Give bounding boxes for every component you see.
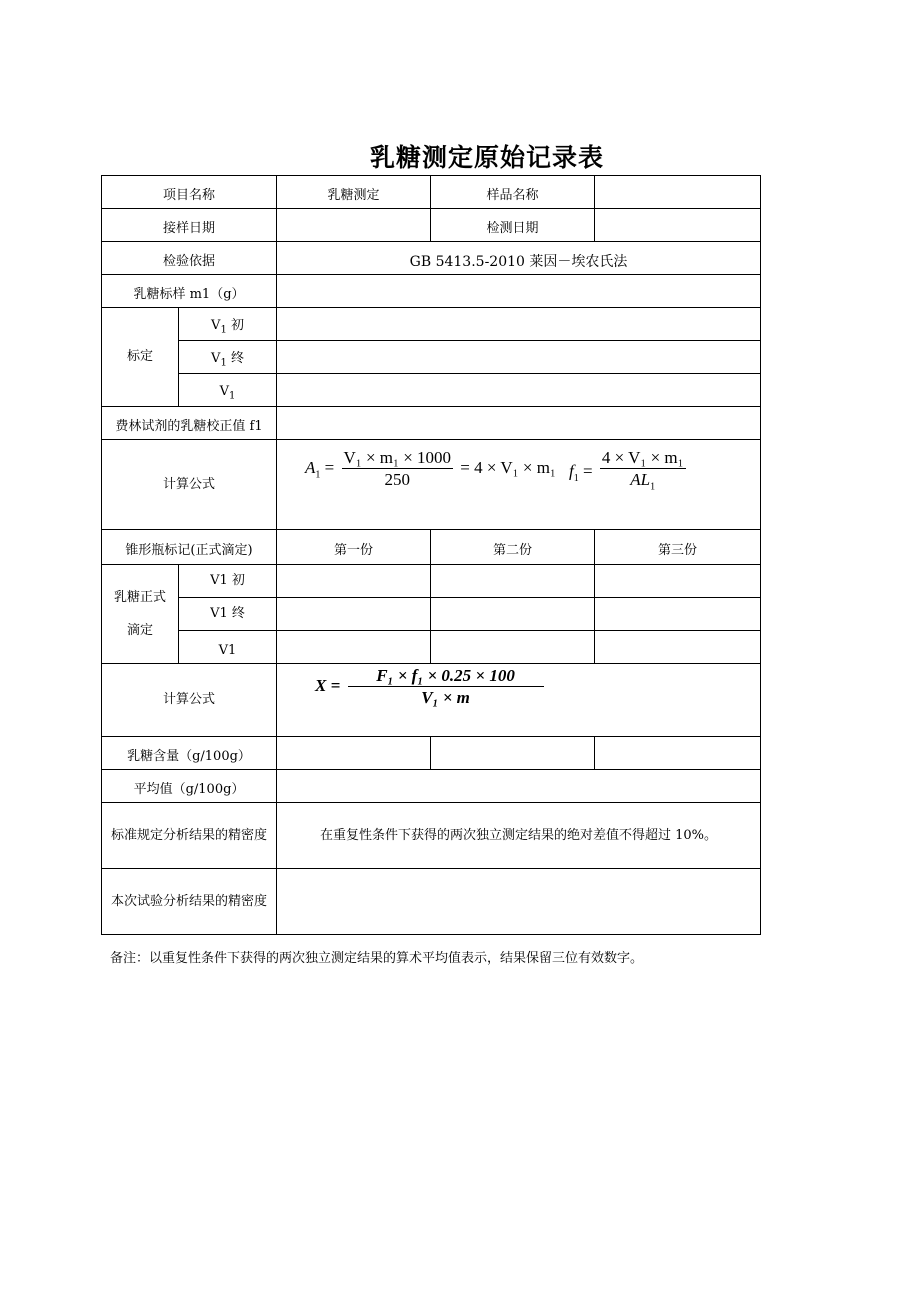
formal-v1-initial-3[interactable]	[595, 565, 761, 598]
cal-v1-label: $V_1$	[179, 374, 277, 407]
formula-f1: $f_1$ = $\frac{\text{4 × V₁ × m₁}}{AL_1}$	[569, 448, 684, 493]
formula-label: 计算公式	[102, 440, 277, 530]
formal-v1-initial-2[interactable]	[431, 565, 595, 598]
formal-v1-initial-1[interactable]	[277, 565, 431, 598]
formal-v1-final-label: V1 终	[179, 598, 277, 631]
fehling-label: 费林试剂的乳糖校正值 f1	[102, 407, 277, 440]
std-precision-label: 标准规定分析结果的精密度	[102, 803, 277, 869]
receive-date-label: 接样日期	[102, 209, 277, 242]
formal-v1-1[interactable]	[277, 631, 431, 664]
formal-v1-3[interactable]	[595, 631, 761, 664]
test-date-value[interactable]	[595, 209, 761, 242]
test-precision-value[interactable]	[277, 869, 761, 935]
cal-v1-final-value[interactable]	[277, 341, 761, 374]
formula-cell-calibration	[277, 440, 761, 530]
formal-v1-final-3[interactable]	[595, 598, 761, 631]
content-2[interactable]	[431, 737, 595, 770]
cal-v1-initial-value[interactable]	[277, 308, 761, 341]
std-sample-label: 乳糖标样 m1（g）	[102, 275, 277, 308]
content-label: 乳糖含量（g/100g）	[102, 737, 277, 770]
cal-v1-initial-label: $V_1$ 初	[179, 308, 277, 341]
portion-1-header: 第一份	[277, 530, 431, 565]
portion-2-header: 第二份	[431, 530, 595, 565]
formula-a1: $A_1$ = $\frac{\text{V₁ × m₁ × 1000}}{250}$ = 4 × V₁ × m₁	[305, 448, 556, 489]
cal-v1-value[interactable]	[277, 374, 761, 407]
formal-titration-label: 乳糖正式 滴定	[102, 565, 179, 664]
sample-name-label: 样品名称	[431, 176, 595, 209]
formula-cell-content	[277, 664, 761, 737]
formal-v1-2[interactable]	[431, 631, 595, 664]
page-title: 乳糖测定原始记录表	[369, 143, 604, 172]
formal-v1-final-2[interactable]	[431, 598, 595, 631]
flask-label: 锥形瓶标记(正式滴定)	[102, 530, 277, 565]
formal-v1-label: V1	[179, 631, 277, 664]
receive-date-value[interactable]	[277, 209, 431, 242]
item-name-value[interactable]: 乳糖测定	[277, 176, 431, 209]
test-precision-label: 本次试验分析结果的精密度	[102, 869, 277, 935]
footnote: 备注：以重复性条件下获得的两次独立测定结果的算术平均值表示，结果保留三位有效数字。	[110, 951, 644, 966]
fehling-value[interactable]	[277, 407, 761, 440]
sample-name-value[interactable]	[595, 176, 761, 209]
formal-v1-initial-label: V1 初	[179, 565, 277, 598]
calibration-label: 标定	[102, 308, 179, 407]
cal-v1-final-label: $V_1$ 终	[179, 341, 277, 374]
content-1[interactable]	[277, 737, 431, 770]
std-precision-value: 在重复性条件下获得的两次独立测定结果的绝对差值不得超过 10%。	[277, 803, 761, 869]
test-date-label: 检测日期	[431, 209, 595, 242]
formal-v1-final-1[interactable]	[277, 598, 431, 631]
basis-value: GB 5413.5-2010 莱因－埃农氏法	[277, 242, 761, 275]
std-sample-value[interactable]	[277, 275, 761, 308]
basis-label: 检验依据	[102, 242, 277, 275]
record-table	[101, 175, 761, 935]
portion-3-header: 第三份	[595, 530, 761, 565]
average-value[interactable]	[277, 770, 761, 803]
item-name-label: 项目名称	[102, 176, 277, 209]
average-label: 平均值（g/100g）	[102, 770, 277, 803]
formula2-label: 计算公式	[102, 664, 277, 737]
formula-x: X = $\frac{\text{F₁ × f₁ × 0.25 × 100}}{\text{V₁ × m}}$	[315, 668, 547, 706]
content-3[interactable]	[595, 737, 761, 770]
